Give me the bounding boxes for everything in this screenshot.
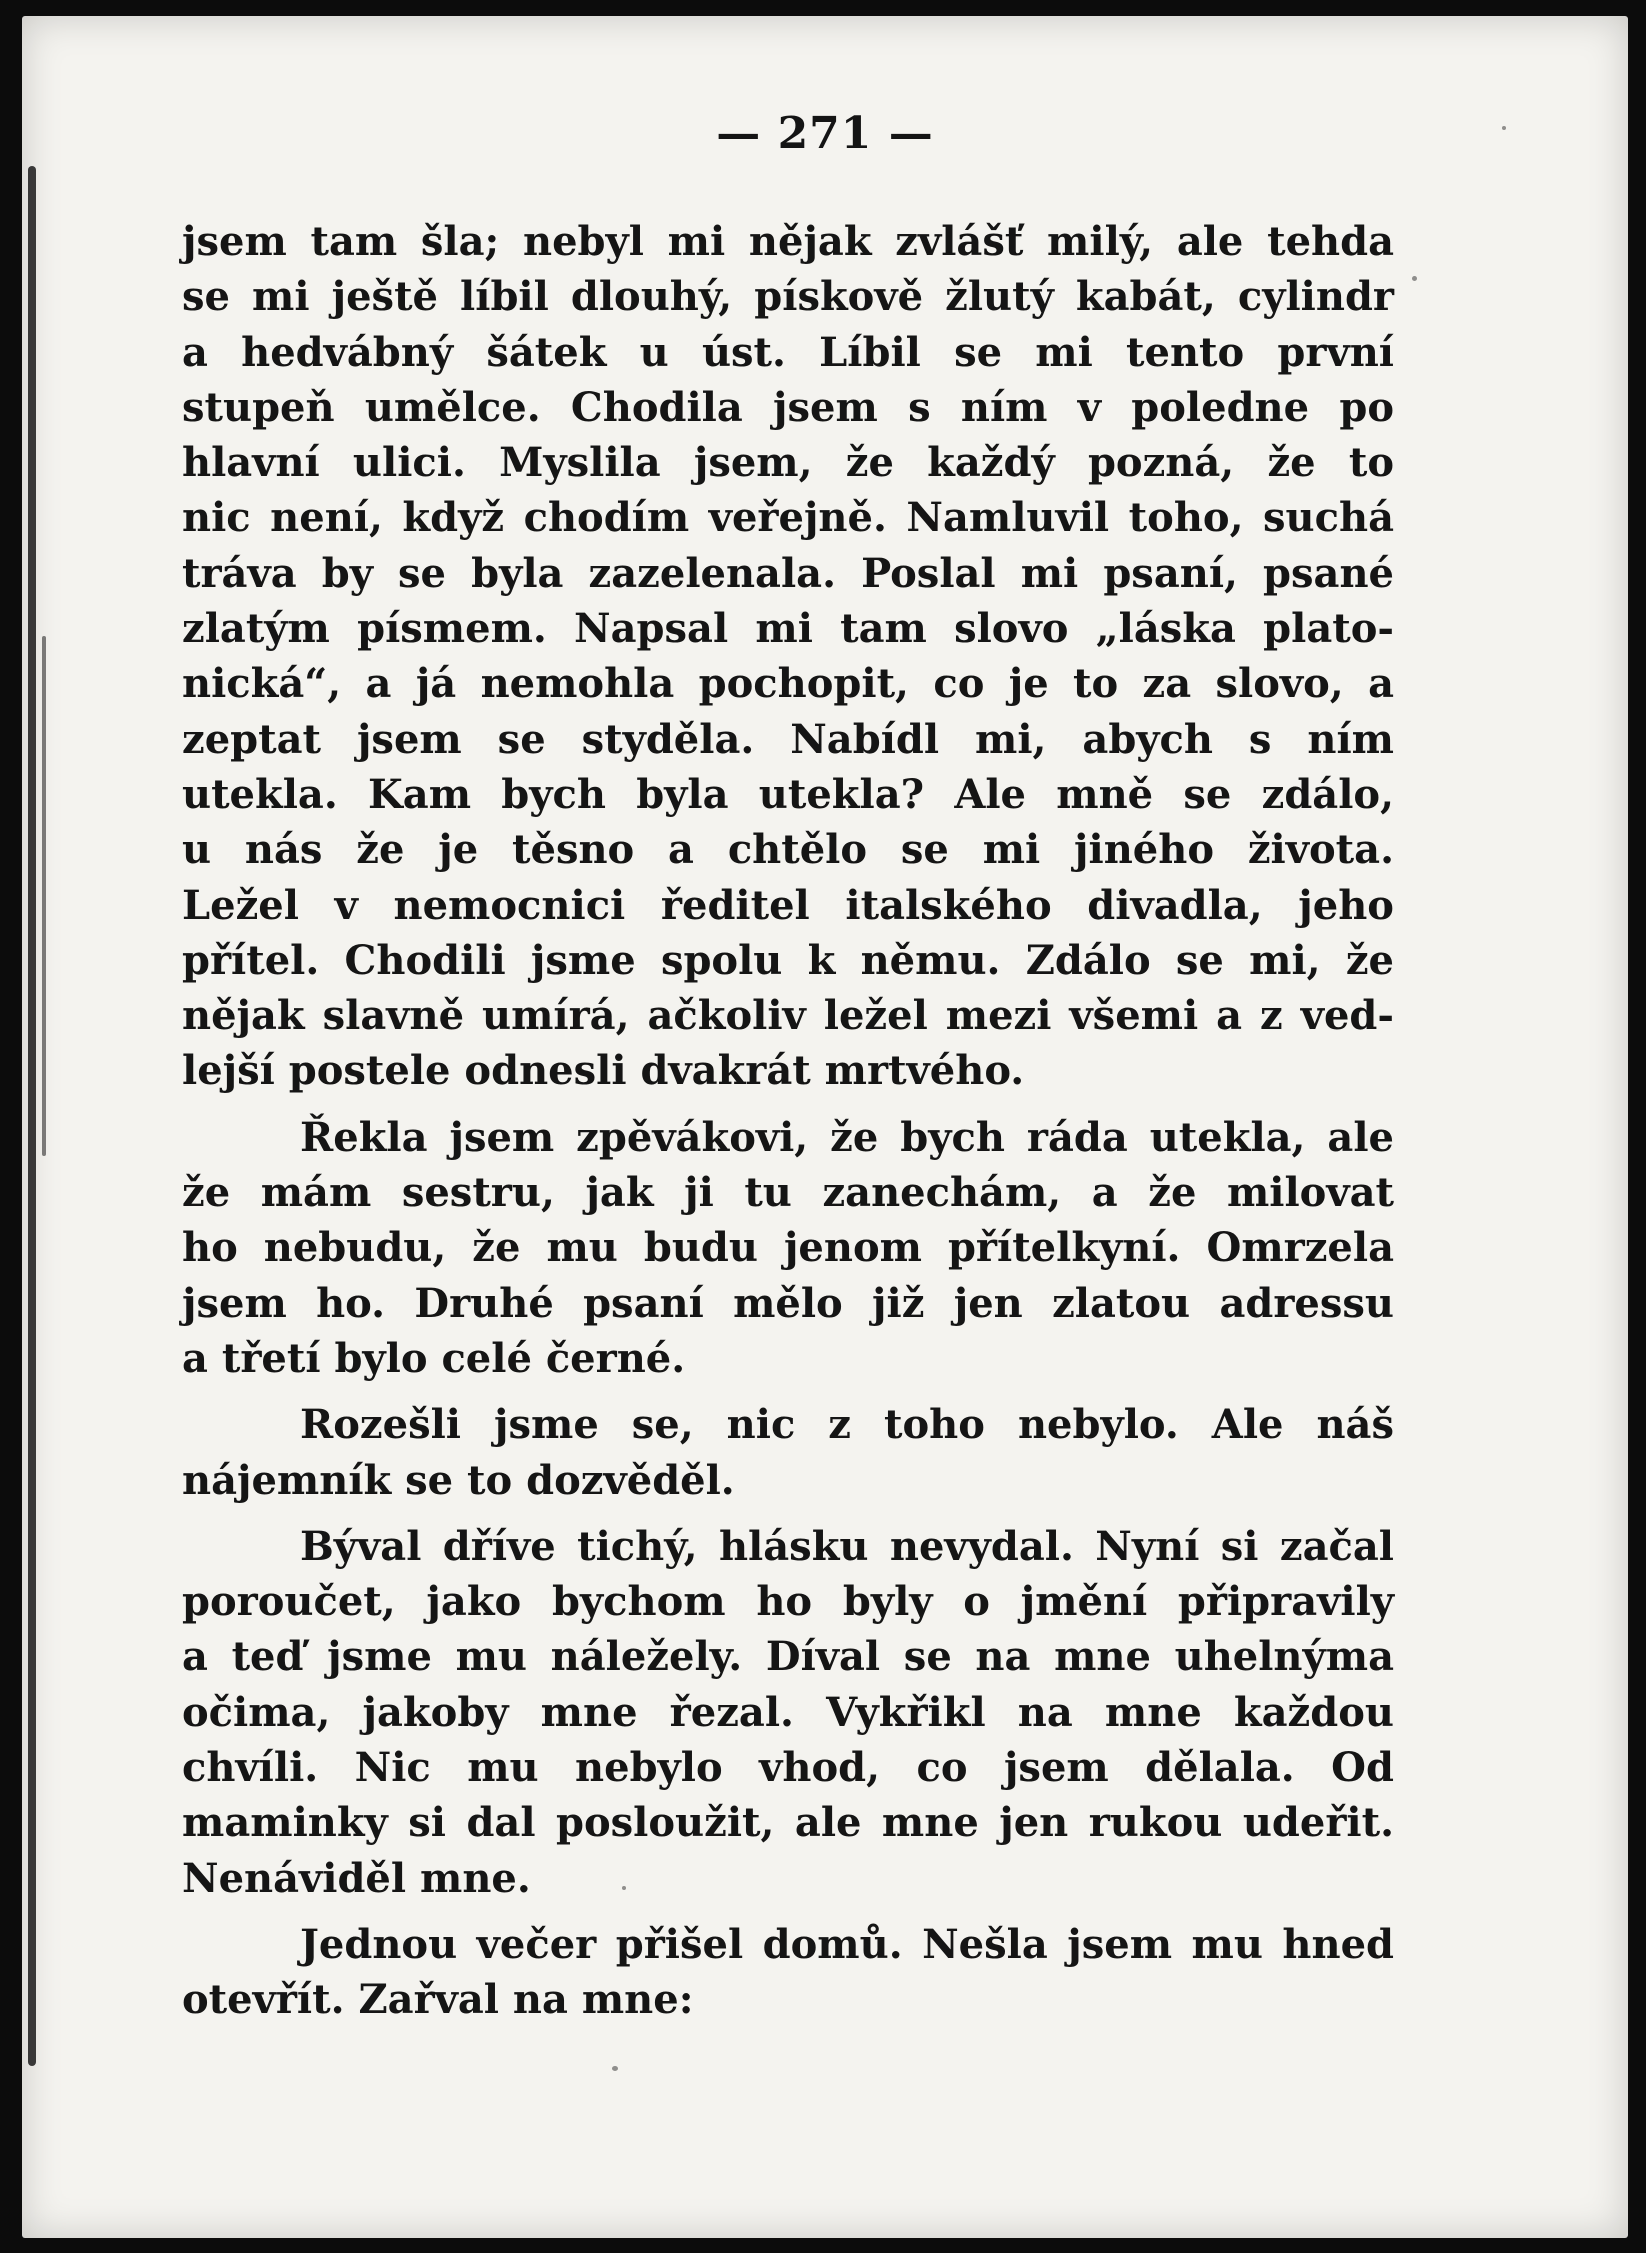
text-line: lejší postele odnesli dvakrát mrtvého.: [182, 1047, 1025, 1095]
text-line: zlatým písmem. Napsal mi tam slovo „láska plato-: [182, 605, 1394, 653]
text-line: očima, jakoby mne řezal. Vykřikl na mne každou: [182, 1688, 1394, 1736]
text-line: nická“, a já nemohla pochopit, co je to za slovo, a: [182, 660, 1394, 708]
text-line: a teď jsme mu náležely. Díval se na mne uhelnýma: [182, 1633, 1394, 1681]
text-line: přítel. Chodili jsme spolu k němu. Zdálo se mi, že: [182, 936, 1394, 984]
binding-edge: [28, 166, 36, 2066]
text-line: zeptat jsem se styděla. Nabídl mi, abych s ním: [182, 715, 1394, 763]
text-line: chvíli. Nic mu nebylo vhod, co jsem dělala. Od: [182, 1744, 1394, 1792]
text-line: poroučet, jako bychom ho byly o jmění připravily: [182, 1578, 1394, 1626]
paper-speck: [622, 1886, 626, 1890]
text-line: že mám sestru, jak ji tu zanechám, a že milovat: [182, 1169, 1394, 1217]
text-line: a hedvábný šátek u úst. Líbil se mi tento první: [182, 328, 1394, 376]
text-line: jsem ho. Druhé psaní mělo již jen zlatou adressu: [182, 1279, 1394, 1327]
text-line: ho nebudu, že mu budu jenom přítelkyní. Omrzela: [182, 1224, 1394, 1272]
paragraph-4: [182, 1519, 1394, 1906]
text-line: Řekla jsem zpěvákovi, že bych ráda utekla, ale: [300, 1113, 1394, 1161]
text-line: Jednou večer přišel domů. Nešla jsem mu hned: [300, 1920, 1394, 1968]
text-line: Ležel v nemocnici ředitel italského divadla, jeho: [182, 881, 1394, 929]
text-line: jsem tam šla; nebyl mi nějak zvlášť milý, ale tehda: [182, 218, 1394, 265]
text-line: maminky si dal posloužit, ale mne jen rukou udeřit.: [182, 1799, 1394, 1847]
text-line: Nenáviděl mne.: [182, 1854, 531, 1902]
text-line: tráva by se byla zazelenala. Poslal mi psaní, psané: [182, 549, 1394, 597]
page-number: — 271 —: [716, 108, 934, 159]
binding-edge-inner: [42, 636, 46, 1156]
text-line: utekla. Kam bych byla utekla? Ale mně se zdálo,: [182, 770, 1394, 818]
text-line: se mi ještě líbil dlouhý, pískově žlutý kabát, cylindr: [182, 273, 1394, 321]
text-line: Rozešli jsme se, nic z toho nebylo. Ale náš: [300, 1401, 1394, 1449]
paragraph-1: [182, 214, 1394, 1099]
paper-speck: [612, 2066, 618, 2071]
book-page: [22, 16, 1628, 2238]
paper-speck: [1502, 126, 1506, 130]
body-text: [182, 214, 1394, 2039]
paragraph-5: [182, 1917, 1394, 2028]
paragraph-3: [182, 1397, 1394, 1508]
text-line: nějak slavně umírá, ačkoliv ležel mezi všemi a z ved-: [182, 992, 1394, 1040]
text-line: nájemník se to dozvěděl.: [182, 1456, 735, 1504]
text-line: a třetí bylo celé černé.: [182, 1334, 686, 1382]
text-line: u nás že je těsno a chtělo se mi jiného života.: [182, 826, 1394, 874]
paragraph-2: [182, 1110, 1394, 1386]
text-line: Býval dříve tichý, hlásku nevydal. Nyní si začal: [300, 1522, 1394, 1570]
text-line: hlavní ulici. Myslila jsem, že každý pozná, že to: [182, 439, 1394, 487]
text-line: stupeň umělce. Chodila jsem s ním v poledne po: [182, 383, 1394, 431]
text-line: otevřít. Zařval na mne:: [182, 1976, 694, 2024]
text-line: nic není, když chodím veřejně. Namluvil toho, suchá: [182, 494, 1394, 542]
paper-speck: [1412, 276, 1417, 281]
